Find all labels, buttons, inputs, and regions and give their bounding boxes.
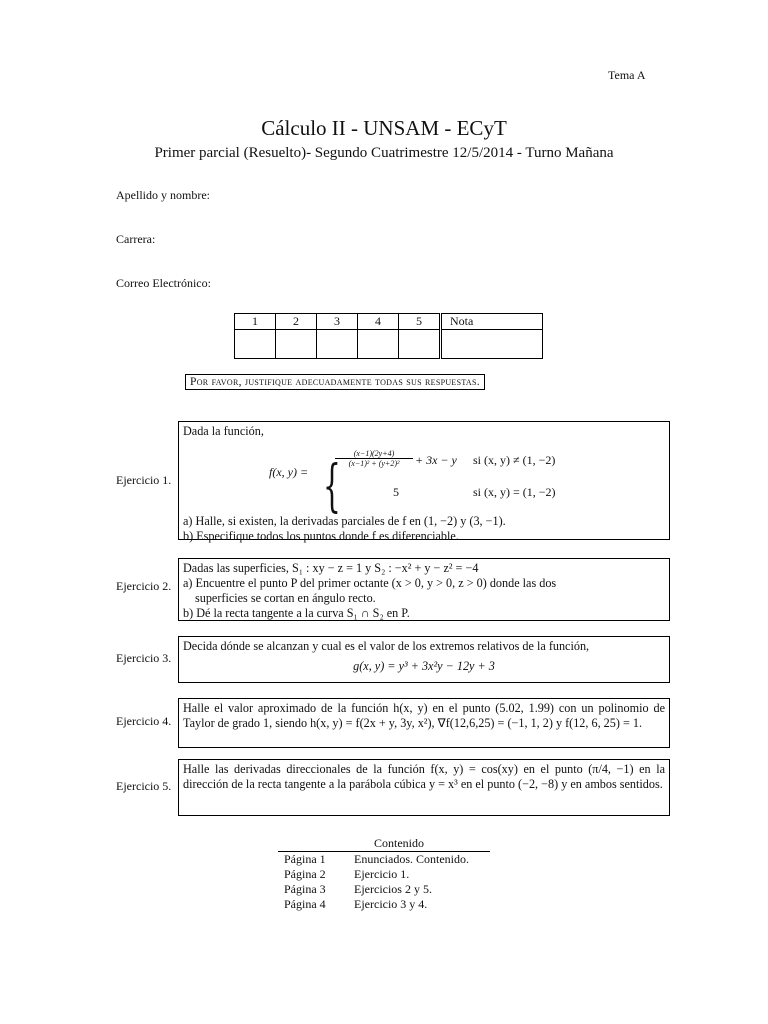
contents-desc: Enunciados. Contenido. <box>354 852 469 866</box>
exercise-3-intro: Decida dónde se alcanzan y cual es el valor de los extremos relativos de la función, <box>183 639 590 653</box>
exercise-4-box <box>178 698 670 748</box>
contents-page: Página 4 <box>284 897 326 911</box>
exercise-2-intro: Dadas las superficies, S₁ : xy − z = 1 y S₂ : −x² + y − z² = −4 <box>183 561 479 575</box>
contents-page: Página 2 <box>284 867 326 881</box>
field-correo[interactable]: Correo Electrónico: <box>116 276 211 290</box>
brace-icon: { <box>323 454 341 519</box>
exercise-1-lhs: f(x, y) = <box>269 465 309 479</box>
field-nombre[interactable]: Apellido y nombre: <box>116 188 210 202</box>
contents-page: Página 1 <box>284 852 326 866</box>
exercise-2-part-a: a) Encuentre el punto P del primer octante (x > 0, y > 0, z > 0) donde las dos <box>183 576 557 590</box>
exercise-1-piecewise <box>183 439 665 519</box>
contents-table <box>278 836 490 912</box>
contents-row <box>278 882 490 897</box>
exercise-5-text: Halle las derivadas direccionales de la función f(x, y) = cos(xy) en el punto (π/4, −1) en la dirección de la recta tangente a la parábola cúbica y = x³ en el punto (−2, −8) y en ambos sentidos. <box>183 762 665 791</box>
exercise-3-box <box>178 636 670 683</box>
grade-cell[interactable] <box>235 330 276 359</box>
contents-desc: Ejercicio 3 y 4. <box>354 897 428 911</box>
exercise-1-case1-cond: si (x, y) ≠ (1, −2) <box>473 453 556 467</box>
exercise-5-label: Ejercicio 5. <box>116 779 172 793</box>
notice-box: Por favor, justifique adecuadamente todas sus respuestas. <box>185 374 485 390</box>
field-carrera[interactable]: Carrera: <box>116 232 156 246</box>
exercise-5-box <box>178 759 670 816</box>
grade-header: 1 <box>235 314 276 330</box>
exercise-2-part-a-cont: superficies se cortan en ángulo recto. <box>195 591 376 605</box>
exercise-1-part-a: a) Halle, si existen, la derivadas parciales de f en (1, −2) y (3, −1). <box>183 514 506 528</box>
exercise-1-case2-expr: 5 <box>393 485 399 499</box>
fraction-numerator: (x−1)(2y+4) <box>335 449 413 459</box>
grade-table <box>234 313 543 359</box>
exercise-1-intro: Dada la función, <box>183 424 264 438</box>
exercise-3-formula: g(x, y) = y³ + 3x²y − 12y + 3 <box>353 659 495 673</box>
grade-header: 3 <box>317 314 358 330</box>
exercise-1-box <box>178 421 670 543</box>
grade-cell[interactable] <box>276 330 317 359</box>
contents-page: Página 3 <box>284 882 326 896</box>
contents-desc: Ejercicios 2 y 5. <box>354 882 432 896</box>
grade-cell[interactable] <box>358 330 399 359</box>
exercise-4-label: Ejercicio 4. <box>116 714 172 728</box>
grade-cell-nota[interactable] <box>441 330 543 359</box>
exercise-3-label: Ejercicio 3. <box>116 651 172 665</box>
contents-title: Contenido <box>374 836 424 850</box>
exercise-1-fraction <box>335 449 413 468</box>
contents-row <box>278 897 490 912</box>
exercise-4-text: Halle el valor aproximado de la función h(x, y) en el punto (5.02, 1.99) con un polinomio de Taylor de grado 1, siendo h(x, y) = f(2x + y, 3y, x²), ∇f(12,6,25) = (−1, 1, 2) y f(12, 6, 25) = 1. <box>183 701 665 730</box>
contents-desc: Ejercicio 1. <box>354 867 410 881</box>
exercise-2-box <box>178 558 670 621</box>
tema-label: Tema A <box>608 68 646 82</box>
exercise-1-case1-expr: + 3x − y <box>415 453 457 467</box>
grade-header: 2 <box>276 314 317 330</box>
grade-header: 5 <box>399 314 441 330</box>
page-title: Cálculo II - UNSAM - ECyT <box>261 116 507 140</box>
exercise-1-label: Ejercicio 1. <box>116 473 172 487</box>
fraction-denominator: (x−1)² + (y+2)² <box>348 459 400 468</box>
exercise-1-case2-cond: si (x, y) = (1, −2) <box>473 485 556 499</box>
grade-header-nota: Nota <box>441 314 543 330</box>
exercise-1-part-b: b) Especifique todos los puntos donde f es diferenciable. <box>183 529 459 543</box>
grade-cell[interactable] <box>399 330 441 359</box>
grade-header: 4 <box>358 314 399 330</box>
grade-cell[interactable] <box>317 330 358 359</box>
contents-row <box>278 867 490 882</box>
page-subtitle: Primer parcial (Resuelto)- Segundo Cuatrimestre 12/5/2014 - Turno Mañana <box>154 145 614 161</box>
contents-row <box>278 852 490 868</box>
exercise-2-label: Ejercicio 2. <box>116 579 172 593</box>
exercise-2-part-b: b) Dé la recta tangente a la curva S₁ ∩ S₂ en P. <box>183 606 410 620</box>
